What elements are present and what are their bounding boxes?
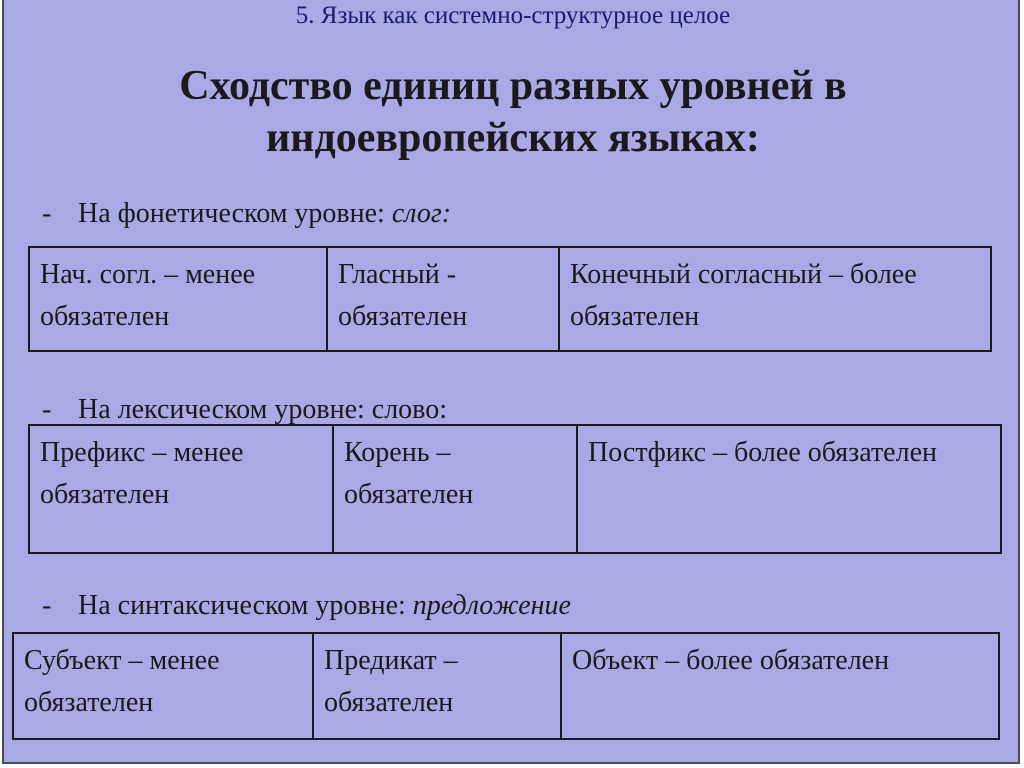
table-cell: Постфикс – более обязателен bbox=[577, 425, 1001, 553]
level-unit: слог: bbox=[391, 198, 452, 229]
level-lexical bbox=[42, 394, 447, 426]
level-phonetic bbox=[42, 198, 451, 230]
table-cell: Конечный согласный – более обязателен bbox=[559, 247, 991, 351]
slide-subtitle: 5. Язык как системно-структурное целое bbox=[295, 2, 731, 29]
table-phonetic bbox=[28, 246, 992, 352]
slide-title bbox=[4, 60, 1022, 164]
table-row bbox=[13, 633, 999, 739]
level-label: На синтаксическом уровне: bbox=[78, 590, 406, 621]
bullet-dash: - bbox=[42, 394, 52, 425]
slide bbox=[2, 0, 1020, 764]
table-cell: Гласный - обязателен bbox=[327, 247, 559, 351]
table-cell: Нач. согл. – менее обязателен bbox=[29, 247, 327, 351]
bullet-dash: - bbox=[42, 198, 52, 229]
table-row bbox=[29, 425, 1001, 553]
table-syntactic bbox=[12, 632, 1000, 740]
table-row bbox=[29, 247, 991, 351]
title-line-2: индоевропейских языках: bbox=[266, 115, 760, 161]
level-syntactic bbox=[42, 590, 571, 622]
level-label: На лексическом уровне: слово: bbox=[78, 394, 447, 425]
table-cell: Предикат – обязателен bbox=[313, 633, 561, 739]
table-cell: Корень – обязателен bbox=[333, 425, 577, 553]
bullet-dash: - bbox=[42, 590, 52, 621]
table-cell: Объект – более обязателен bbox=[561, 633, 999, 739]
table-cell: Субъект – менее обязателен bbox=[13, 633, 313, 739]
level-unit: предложение bbox=[412, 590, 571, 621]
title-line-1: Сходство единиц разных уровней в bbox=[179, 63, 847, 109]
level-label: На фонетическом уровне: bbox=[78, 198, 385, 229]
table-cell: Префикс – менее обязателен bbox=[29, 425, 333, 553]
table-lexical bbox=[28, 424, 1002, 554]
